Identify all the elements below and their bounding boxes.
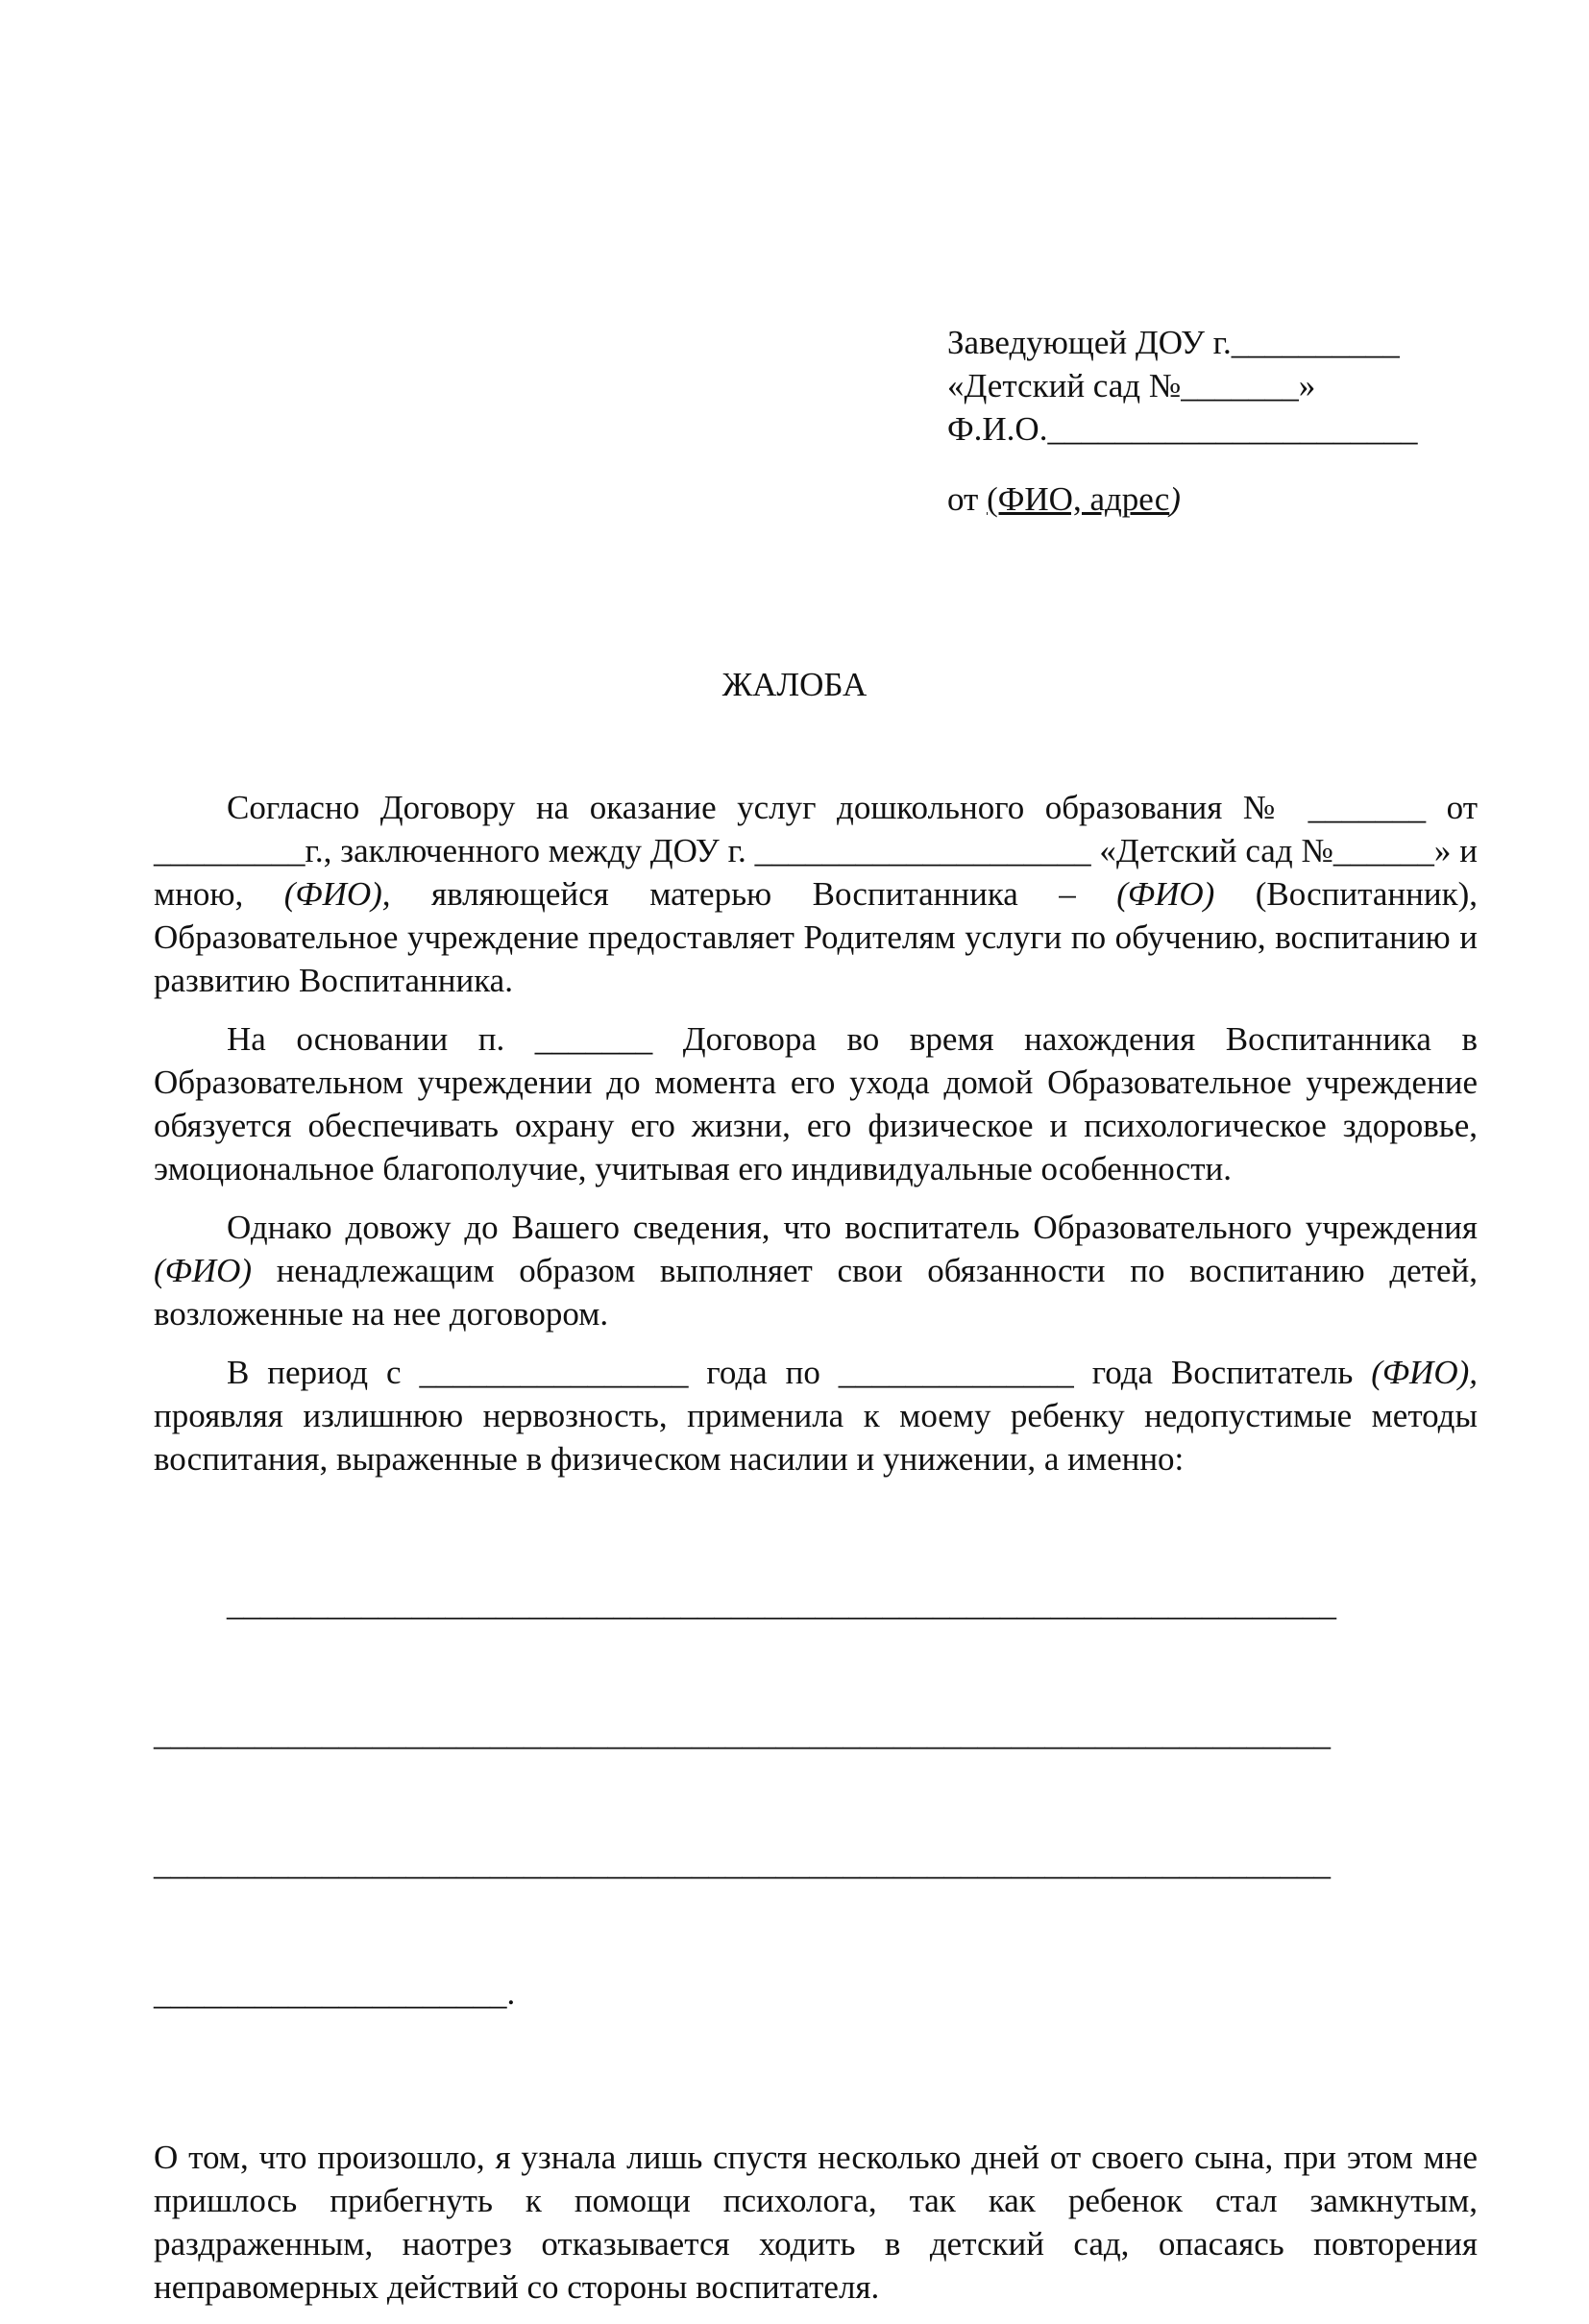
sender-line <box>947 477 1417 521</box>
sender-fields: (ФИО, адрес <box>987 480 1170 518</box>
blank-line-end: _____________________. <box>154 1974 516 2012</box>
teacher-name-placeholder: (ФИО) <box>154 1252 253 1289</box>
paragraph-text: являющейся матерью Воспитанника – <box>390 875 1117 913</box>
blank-lines <box>154 1496 1478 2101</box>
teacher-name-placeholder: (ФИО), <box>1371 1354 1478 1391</box>
paragraph-period <box>154 1351 1478 1480</box>
paragraph-text: (Воспитанник), Образовательное учреждение предоставляет Родителям услуги по обучению, воспитанию и развитию Воспитанника. <box>154 875 1478 999</box>
complaint-body <box>154 786 1478 2324</box>
paragraph-text: В период с ________________ года по ______________ года Воспитатель <box>227 1354 1372 1391</box>
paragraph-obligations: На основании п. _______ Договора во время нахождения Воспитанника в Образовательном учреждении до момента его ухода домой Образовательное учреждение обязуется обеспечивать охрану его жизни, его физическое и психологическое здоровье, эмоциональное благополучие, учитывая его индивидуальные особенности. <box>154 1020 1478 1187</box>
blank-line: __________________________________________________________________ <box>227 1585 1336 1623</box>
blank-line: ______________________________________________________________________ <box>154 1845 1331 1882</box>
addressee-head: Заведующей ДОУ г.__________ <box>947 324 1400 361</box>
sender-prefix: от <box>947 480 988 518</box>
addressee-kindergarten: «Детский сад №_______» <box>947 367 1316 404</box>
paragraph-notice <box>154 1206 1478 1335</box>
child-name-placeholder: (ФИО) <box>1116 875 1215 913</box>
blank-line: ______________________________________________________________________ <box>154 1715 1331 1752</box>
paragraph-text: Однако довожу до Вашего сведения, что воспитатель Образовательного учреждения <box>227 1209 1478 1246</box>
parent-name-placeholder: (ФИО), <box>283 875 391 913</box>
spacer <box>154 2101 1478 2136</box>
paragraph-text: ненадлежащим образом выполняет свои обязанности по воспитанию детей, возложенные на нее договором. <box>154 1252 1478 1333</box>
paragraph-text: проявляя излишнюю нервозность, применила к моему ребенку недопустимые методы воспитания, выраженные в физическом насилии и унижении, а именно: <box>154 1397 1478 1478</box>
paragraph-contract <box>154 786 1478 1002</box>
sender-suffix: ) <box>1169 480 1181 518</box>
document-title: ЖАЛОБА <box>721 666 868 703</box>
addressee-name: Ф.И.О.______________________ <box>947 410 1418 448</box>
addressee-block <box>947 321 1417 521</box>
paragraph-consequences: О том, что произошло, я узнала лишь спустя несколько дней от своего сына, при этом мне пришлось прибегнуть к помощи психолога, так как ребенок стал замкнутым, раздраженным, наотрез отказывается ходить в детский сад, опасаясь повторения неправомерных действий со стороны воспитателя. <box>154 2139 1478 2306</box>
paragraph-text: Согласно Договору на оказание услуг дошкольного образования № _______ от _________г., заключенного между ДОУ г. ____________________ «Детский сад №______» и мною, <box>154 789 1478 913</box>
